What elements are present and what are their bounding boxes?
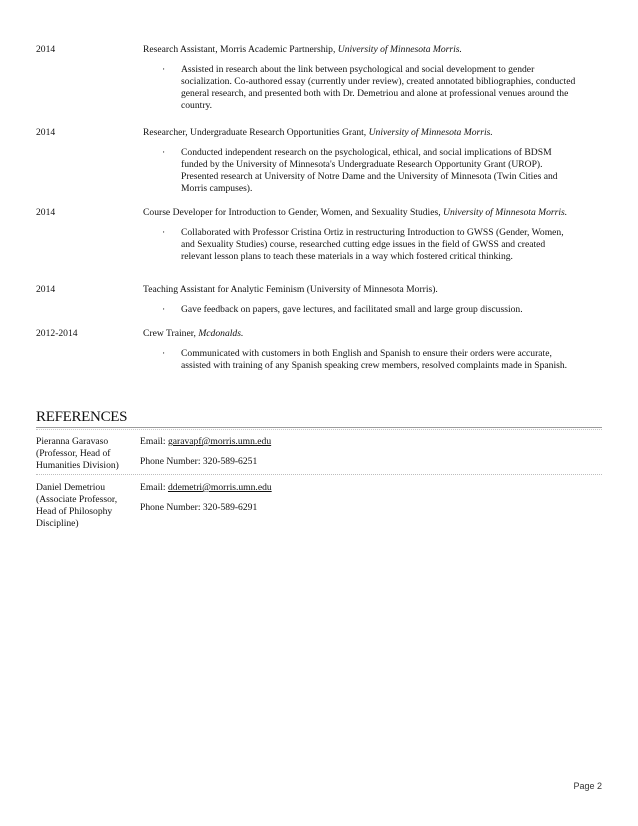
entry-body (143, 207, 593, 263)
entry-body (143, 44, 593, 112)
reference-email-link[interactable]: ddemetri@morris.umn.edu (167, 482, 272, 493)
references-heading: REFERENCES (36, 409, 128, 425)
entry-bullet (143, 348, 577, 372)
entry-organization: Mcdonalds. (198, 328, 244, 339)
bullet-text: Gave feedback on papers, gave lectures, and facilitated small and large group discussion. (181, 304, 523, 315)
section-divider (36, 427, 602, 428)
entry-title: Research Assistant, Morris Academic Partnership, (143, 44, 338, 55)
reference-email-line (140, 482, 272, 494)
entry-body (143, 328, 593, 372)
entry-body (143, 127, 593, 195)
entry-date: 2014 (36, 207, 56, 218)
email-label: Email: (140, 436, 166, 447)
entry-title: Teaching Assistant for Analytic Feminism (University of Minnesota Morris). (143, 284, 438, 295)
reference-name: Daniel Demetriou (Associate Professor, Head of Philosophy Discipline) (36, 482, 118, 529)
reference-phone: Phone Number: 320-589-6291 (140, 502, 258, 513)
entry-date: 2014 (36, 44, 56, 55)
bullet-text: Conducted independent research on the psychological, ethical, and social implications of BDSM funded by the University of Minnesota's Undergraduate Research Opportunity Grant (UROP). Presented research at University of Notre Dame and the University of Minnesota (Twin Cities and Morris campuses). (181, 147, 558, 194)
reference-email-line (140, 436, 271, 448)
entry-organization: University of Minnesota Morris. (337, 44, 462, 55)
row-divider (36, 474, 602, 475)
entry-title-line (143, 284, 593, 296)
entry-body (143, 284, 593, 316)
section-divider-dotted (36, 429, 602, 430)
entry-title-line (143, 44, 593, 56)
bullet-dot-icon: · (162, 348, 166, 359)
entry-bullet (143, 304, 577, 316)
page-number: Page 2 (573, 781, 602, 791)
reference-email-link[interactable]: garavapf@morris.umn.edu (167, 436, 272, 447)
bullet-dot-icon: · (162, 147, 166, 158)
reference-name: Pieranna Garavaso (Professor, Head of Humanities Division) (36, 436, 119, 471)
entry-title: Crew Trainer, (143, 328, 199, 339)
bullet-dot-icon: · (162, 64, 166, 75)
entry-title-line (143, 328, 593, 340)
email-label: Email: (140, 482, 166, 493)
bullet-dot-icon: · (162, 227, 166, 238)
entry-bullet (143, 64, 577, 112)
entry-organization: University of Minnesota Morris. (443, 207, 568, 218)
entry-title: Course Developer for Introduction to Gender, Women, and Sexuality Studies, (143, 207, 444, 218)
entry-date: 2014 (36, 284, 56, 295)
entry-date: 2014 (36, 127, 56, 138)
reference-phone: Phone Number: 320-589-6251 (140, 456, 258, 467)
bullet-text: Collaborated with Professor Cristina Ortiz in restructuring Introduction to GWSS (Gender, Women, and Sexuality Studies) course, researched cutting edge issues in the field of GWSS and created relevant lesson plans to teach these materials in a way which fostered critical thinking. (181, 227, 564, 262)
bullet-text: Communicated with customers in both English and Spanish to ensure their orders were accurate, assisted with training of any Spanish speaking crew members, resolved complaints made in Spanish. (181, 348, 568, 371)
entry-bullet (143, 147, 577, 195)
entry-date: 2012-2014 (36, 328, 78, 339)
entry-organization: University of Minnesota Morris. (368, 127, 493, 138)
entry-title: Researcher, Undergraduate Research Opportunities Grant, (143, 127, 369, 138)
entry-title-line (143, 127, 593, 139)
bullet-text: Assisted in research about the link between psychological and social development to gender socialization. Co-authored essay (currently under review), created annotated bibliographies, conducted general research, and presented both with Dr. Demetriou and alone at professional venues around the country. (181, 64, 576, 111)
entry-title-line (143, 207, 583, 219)
entry-bullet (143, 227, 577, 263)
bullet-dot-icon: · (162, 304, 166, 315)
